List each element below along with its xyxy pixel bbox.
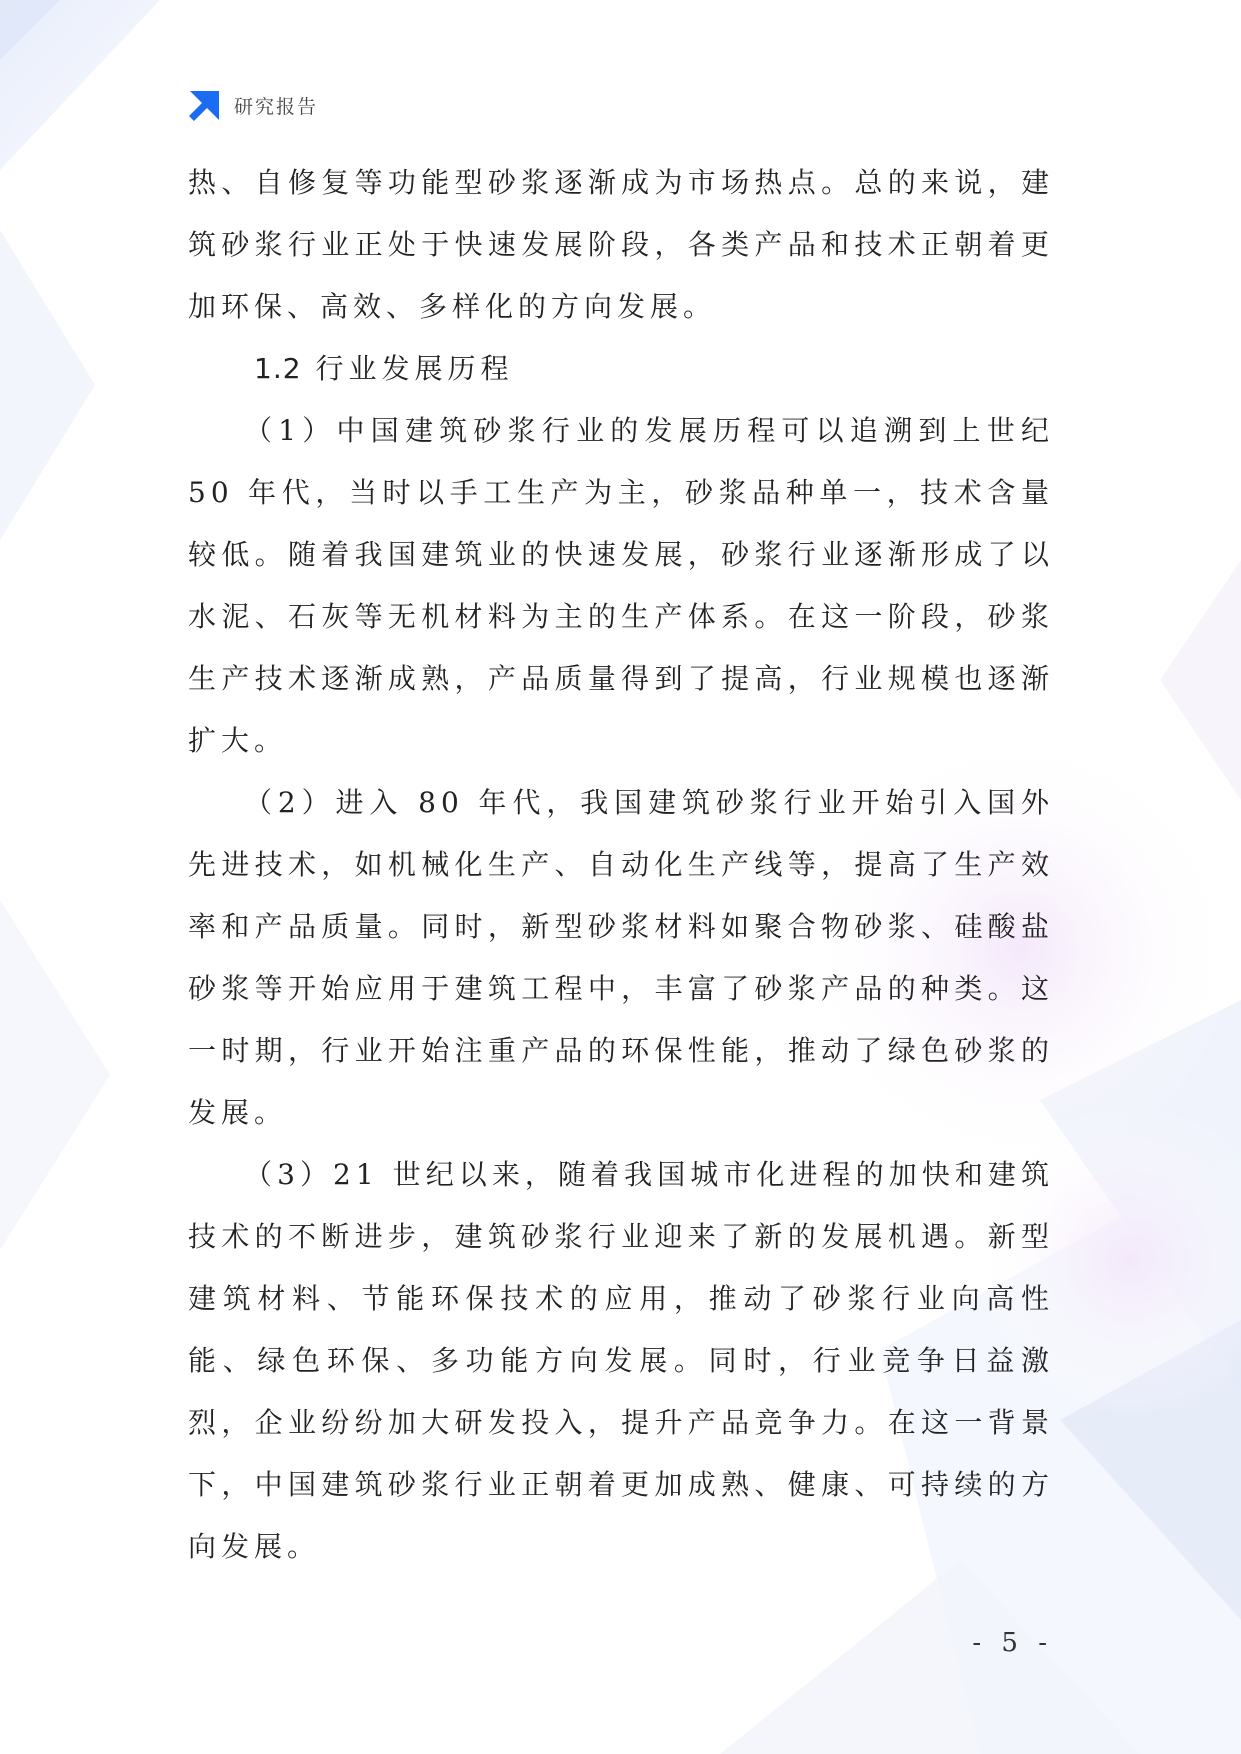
- header-title: 研究报告: [234, 95, 319, 118]
- paragraph-intro: 热、自修复等功能型砂浆逐渐成为市场热点。总的来说，建筑砂浆行业正处于快速发展阶段，各类产品和技术正朝着更加环保、高效、多样化的方向发展。: [188, 166, 1054, 323]
- section-title: 行业发展历程: [315, 352, 514, 385]
- paragraph-1: （1）中国建筑砂浆行业的发展历程可以追溯到上世纪50 年代，当时以手工生产为主，砂浆品种单一，技术含量较低。随着我国建筑业的快速发展，砂浆行业逐渐形成了以水泥、石灰等无机材料为主的生产体系。在这一阶段，砂浆生产技术逐渐成熟，产品质量得到了提高，行业规模也逐渐扩大。: [188, 414, 1054, 757]
- report-header: [188, 88, 318, 122]
- paragraph-2: （2）进入 80 年代，我国建筑砂浆行业开始引入国外先进技术，如机械化生产、自动化生产线等，提高了生产效率和产品质量。同时，新型砂浆材料如聚合物砂浆、硅酸盐砂浆等开始应用于建筑工程中，丰富了砂浆产品的种类。这一时期，行业开始注重产品的环保性能，推动了绿色砂浆的发展。: [188, 786, 1054, 1129]
- paragraph-3: （3）21 世纪以来，随着我国城市化进程的加快和建筑技术的不断进步，建筑砂浆行业迎来了新的发展机遇。新型建筑材料、节能环保技术的应用，推动了砂浆行业向高性能、绿色环保、多功能方向发展。同时，行业竞争日益激烈，企业纷纷加大研发投入，提升产品竞争力。在这一背景下，中国建筑砂浆行业正朝着更加成熟、健康、可持续的方向发展。: [188, 1158, 1054, 1563]
- page-number: - 5 -: [972, 1628, 1053, 1658]
- document-body: [188, 152, 1054, 1578]
- arrow-up-right-icon: [188, 88, 222, 122]
- section-heading: [188, 338, 1054, 400]
- section-number: 1.2: [254, 352, 302, 385]
